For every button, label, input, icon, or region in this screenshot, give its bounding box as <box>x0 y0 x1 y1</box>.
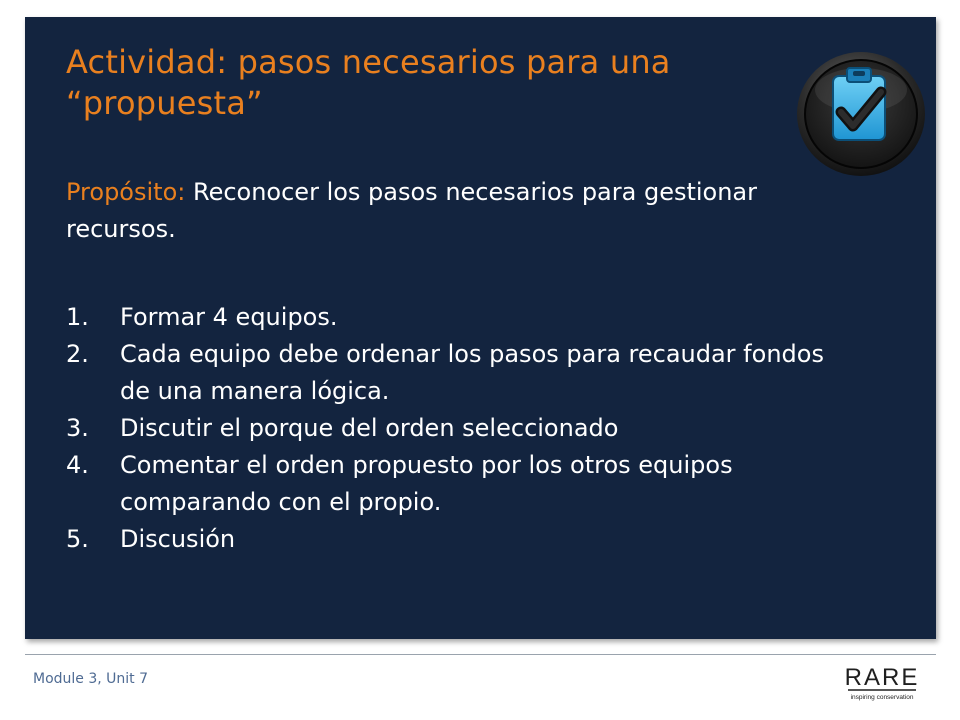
list-item <box>66 336 826 410</box>
purpose-label: Propósito: <box>66 178 186 206</box>
list-item <box>66 521 826 558</box>
rare-logo <box>842 661 922 705</box>
logo-wordmark: RARE <box>844 664 920 691</box>
step-text: Discutir el porque del orden seleccionado <box>120 414 619 442</box>
step-text: Cada equipo debe ordenar los pasos para recaudar fondos de una manera lógica. <box>120 340 824 405</box>
footer-divider <box>25 654 936 655</box>
step-number: 2. <box>66 340 89 368</box>
footer-module-label: Module 3, Unit 7 <box>33 671 149 687</box>
step-text: Discusión <box>120 525 236 553</box>
step-number: 1. <box>66 303 89 331</box>
step-number: 5. <box>66 525 89 553</box>
purpose-statement <box>66 174 826 248</box>
logo-tagline: inspiring conservation <box>850 694 914 701</box>
list-item <box>66 299 826 336</box>
steps-list <box>66 299 826 558</box>
step-number: 3. <box>66 414 89 442</box>
slide-title: Actividad: pasos necesarios para una “propuesta” <box>66 43 671 122</box>
step-text: Formar 4 equipos. <box>120 303 338 331</box>
list-item <box>66 410 826 447</box>
clipboard-check-icon <box>795 50 927 178</box>
list-item <box>66 447 826 521</box>
purpose-text: Reconocer los pasos necesarios para gestionar recursos. <box>66 178 758 243</box>
step-number: 4. <box>66 451 89 479</box>
step-text: Comentar el orden propuesto por los otros equipos comparando con el propio. <box>120 451 733 516</box>
